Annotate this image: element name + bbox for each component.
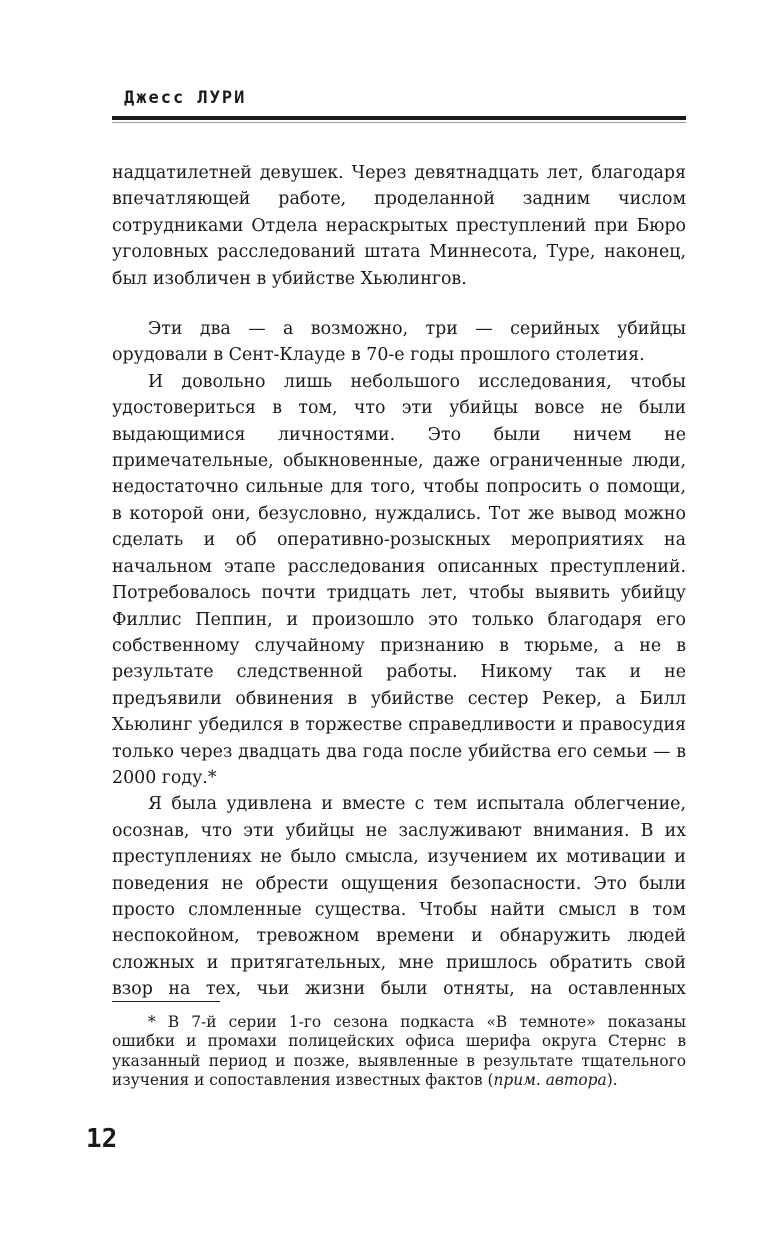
- footnote-closing: ).: [606, 1071, 618, 1090]
- header-rule: [112, 116, 686, 120]
- paragraph-4: Я была удивлена и вместе с тем испытала облегчение, осознав, что эти убийцы не заслуживают внимания. В их преступлениях не было смысла, изучением их мотивации и поведения не обрести ощущения безопасности. Это были просто сломленные существа. Чтобы найти смысл в том неспокойном, тревожном времени и обнаружить людей сложных и притягательных, мне пришлось обратить свой взор на тех, чьи жизни были отняты, на оставленных: [112, 794, 686, 1000]
- running-title: Джесс ЛУРИ: [124, 88, 247, 108]
- footnote-paragraph: [112, 1013, 686, 1091]
- footnote-italic: прим. автора: [493, 1071, 607, 1090]
- header-rule-thin: [112, 122, 686, 123]
- footnote-rule: [112, 1001, 220, 1002]
- footnote-text: * В 7-й серии 1-го сезона подкаста «В темноте» показаны ошибки и промахи полицейских офиса шерифа округа Стернс в указанный период и позже, выявленные в результате тщательного изучения и сопоставления известных фактов (: [112, 1013, 686, 1090]
- paragraph-2: Эти два — а возможно, три — серийных убийцы орудовали в Сент-Клауде в 70-е годы прошлого столетия.: [112, 319, 686, 366]
- paragraph-1: надцатилетней девушек. Через девятнадцать лет, благодаря впечатляющей работе, проделанной задним числом сотрудниками Отдела нераскрытых преступлений при Бюро уголовных расследований штата Миннесота, Туре, наконец, был изобличен в убийстве Хьюлингов.: [112, 163, 686, 289]
- main-text: [112, 160, 686, 1003]
- paragraph-3: И довольно лишь небольшого исследования, чтобы удостовериться в том, что эти убийцы вовсе не были выдающимися личностями. Это были ничем не примечательные, обыкновенные, даже ограниченные люди, недостаточно сильные для того, чтобы попросить о помощи, в которой они, безусловно, нуждались. Тот же вывод можно сделать и об оперативно-розыскных мероприятиях на начальном этапе расследования описанных преступлений. Потребовалось почти тридцать лет, чтобы выявить убийцу Филлис Пеппин, и произошло это только благодаря его собственному случайному признанию в тюрьме, а не в результате следственной работы. Никому так и не предъявили обвинения в убийстве сестер Рекер, а Билл Хьюлинг убедился в торжестве справедливости и правосудия только через двадцать два года после убийства его семьи — в 2000 году.*: [112, 371, 686, 788]
- footnote: [112, 1013, 686, 1091]
- page-number: 12: [86, 1124, 118, 1154]
